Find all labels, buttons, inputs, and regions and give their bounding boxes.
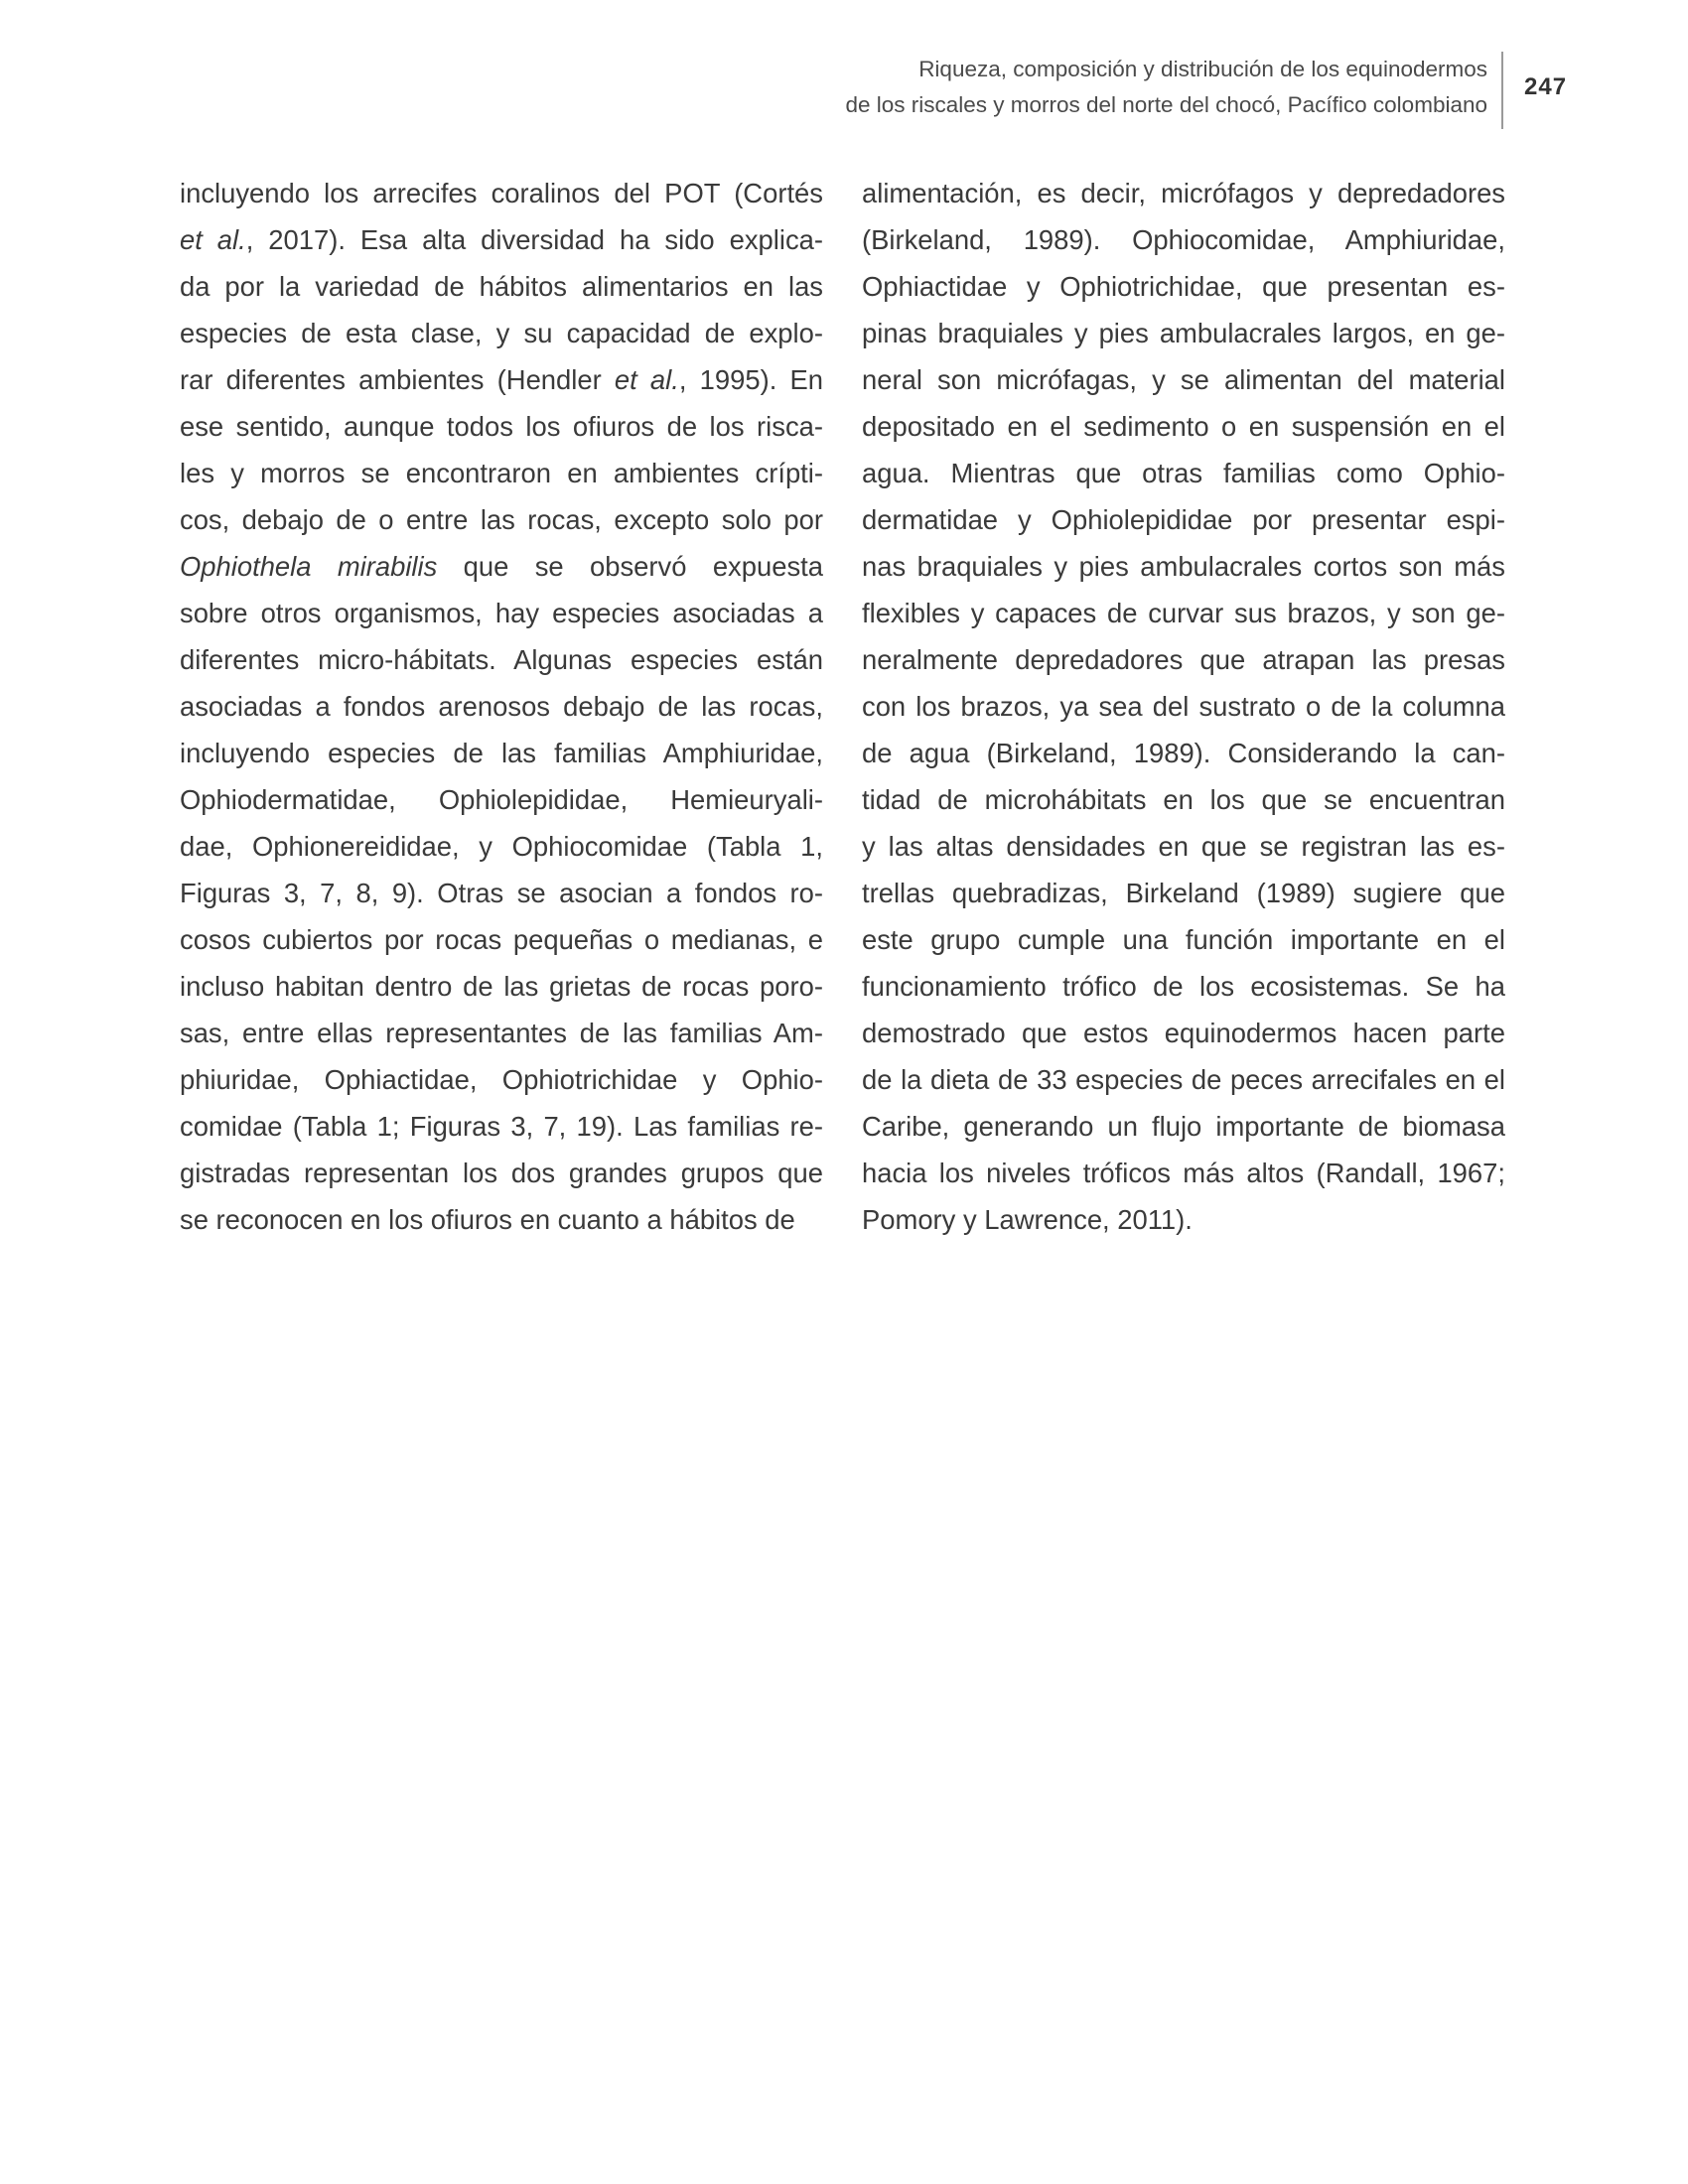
right-column-line: pinas braquiales y pies ambulacrales largos, en ge- — [862, 318, 1505, 348]
right-column-line: agua. Mientras que otras familias como Ophio- — [862, 458, 1505, 488]
left-column-line: sobre otros organismos, hay especies asociadas a — [180, 598, 823, 628]
header-divider — [1501, 52, 1503, 129]
left-column-line: Figuras 3, 7, 8, 9). Otras se asocian a fondos ro- — [180, 878, 823, 908]
left-column-line: especies de esta clase, y su capacidad de explo- — [180, 318, 823, 348]
right-column-line: hacia los niveles tróficos más altos (Randall, 1967; — [862, 1158, 1505, 1188]
right-text-column — [862, 170, 1505, 1243]
right-column-line: Ophiactidae y Ophiotrichidae, que presentan es- — [862, 271, 1505, 302]
right-column-line: Pomory y Lawrence, 2011). — [862, 1204, 1193, 1235]
left-column-line: incluyendo especies de las familias Amphiuridae, — [180, 738, 823, 768]
left-column-line: rar diferentes ambientes (Hendler et al., 1995). En — [180, 364, 823, 395]
running-title-line-2: de los riscales y morros del norte del chocó, Pacífico colombiano — [845, 92, 1487, 117]
right-column-line: nas braquiales y pies ambulacrales cortos son más — [862, 551, 1505, 582]
left-column-line: diferentes micro-hábitats. Algunas especies están — [180, 644, 823, 675]
left-column-line: phiuridae, Ophiactidae, Ophiotrichidae y Ophio- — [180, 1064, 823, 1095]
right-column-line: depositado en el sedimento o en suspensión en el — [862, 411, 1505, 442]
left-column-line: incluyendo los arrecifes coralinos del POT (Cortés — [180, 178, 823, 208]
left-column-line: asociadas a fondos arenosos debajo de las rocas, — [180, 691, 823, 722]
right-column-line: tidad de microhábitats en los que se encuentran — [862, 784, 1505, 815]
left-column-line: les y morros se encontraron en ambientes crípti- — [180, 458, 823, 488]
right-column-line: alimentación, es decir, micrófagos y depredadores — [862, 178, 1505, 208]
left-column-line: Ophiothela mirabilis que se observó expuesta — [180, 551, 823, 582]
right-column-line: y las altas densidades en que se registran las es- — [862, 831, 1505, 862]
right-column-line: neralmente depredadores que atrapan las presas — [862, 644, 1505, 675]
left-column-line: sas, entre ellas representantes de las familias Am- — [180, 1018, 823, 1048]
right-column-line: con los brazos, ya sea del sustrato o de la columna — [862, 691, 1505, 722]
left-column-line: se reconocen en los ofiuros en cuanto a hábitos de — [180, 1204, 795, 1235]
right-column-line: Caribe, generando un flujo importante de biomasa — [862, 1111, 1505, 1142]
left-text-column — [180, 170, 823, 1243]
running-title-line-1: Riqueza, composición y distribución de los equinodermos — [918, 57, 1487, 81]
right-column-line: de la dieta de 33 especies de peces arrecifales en el — [862, 1064, 1505, 1095]
right-column-line: (Birkeland, 1989). Ophiocomidae, Amphiuridae, — [862, 224, 1505, 255]
right-column-line: trellas quebradizas, Birkeland (1989) sugiere que — [862, 878, 1505, 908]
left-column-line: da por la variedad de hábitos alimentarios en las — [180, 271, 823, 302]
left-column-line: dae, Ophionereididae, y Ophiocomidae (Tabla 1, — [180, 831, 823, 862]
left-column-line: gistradas representan los dos grandes grupos que — [180, 1158, 823, 1188]
left-column-line: Ophiodermatidae, Ophiolepididae, Hemieuryali- — [180, 784, 823, 815]
left-column-line: incluso habitan dentro de las grietas de rocas poro- — [180, 971, 823, 1002]
running-header — [594, 52, 1487, 123]
right-column-line: dermatidae y Ophiolepididae por presentar espi- — [862, 504, 1505, 535]
right-column-line: funcionamiento trófico de los ecosistemas. Se ha — [862, 971, 1505, 1002]
right-column-line: este grupo cumple una función importante en el — [862, 924, 1505, 955]
right-column-line: neral son micrófagas, y se alimentan del material — [862, 364, 1505, 395]
left-column-line: ese sentido, aunque todos los ofiuros de los risca- — [180, 411, 823, 442]
page-number: 247 — [1524, 73, 1568, 100]
right-column-line: de agua (Birkeland, 1989). Considerando la can- — [862, 738, 1505, 768]
left-column-line: et al., 2017). Esa alta diversidad ha sido explica- — [180, 224, 823, 255]
right-column-line: flexibles y capaces de curvar sus brazos, y son ge- — [862, 598, 1505, 628]
left-column-line: comidae (Tabla 1; Figuras 3, 7, 19). Las familias re- — [180, 1111, 823, 1142]
left-column-line: cosos cubiertos por rocas pequeñas o medianas, e — [180, 924, 823, 955]
right-column-line: demostrado que estos equinodermos hacen parte — [862, 1018, 1505, 1048]
left-column-line: cos, debajo de o entre las rocas, excepto solo por — [180, 504, 823, 535]
